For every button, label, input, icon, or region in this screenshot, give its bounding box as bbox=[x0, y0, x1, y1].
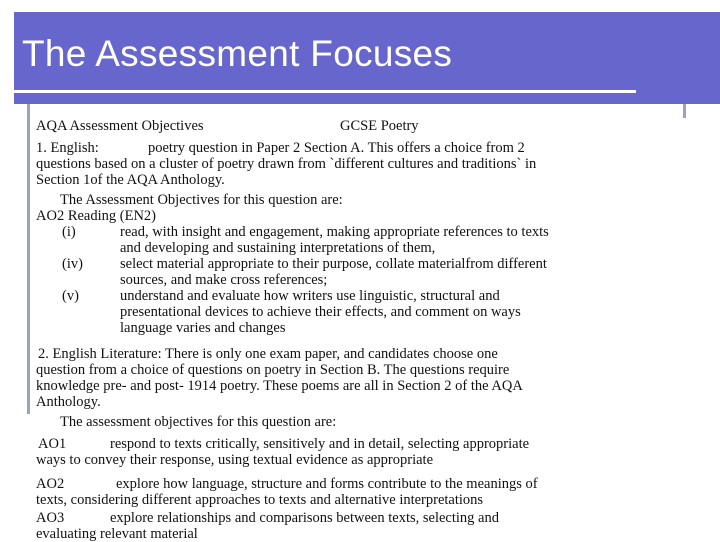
ao2-heading: AO2 Reading (EN2) bbox=[36, 208, 157, 224]
item-line: and developing and sustaining interpretations of them, bbox=[120, 240, 436, 256]
section1-text: poetry question in Paper 2 Section A. This offers a choice from 2 bbox=[148, 140, 525, 156]
item-line: presentational devices to achieve their effects, and comment on ways bbox=[120, 304, 521, 320]
section2-line4: Anthology. bbox=[36, 394, 101, 410]
objective-line: respond to texts critically, sensitively and in detail, selecting appropriate bbox=[110, 436, 530, 452]
section1-label: 1. English: bbox=[36, 140, 99, 156]
ao-intro-1: The Assessment Objectives for this question are: bbox=[60, 192, 343, 208]
item-line: understand and evaluate how writers use linguistic, structural and bbox=[120, 288, 500, 304]
item-line: select material appropriate to their purpose, collate materialfrom different bbox=[120, 256, 547, 272]
section1-line2: questions based on a cluster of poetry drawn from `different cultures and traditions` in bbox=[36, 156, 537, 172]
item-number: (iv) bbox=[62, 256, 83, 272]
section1-line3: Section 1of the AQA Anthology. bbox=[36, 172, 225, 188]
item-line: sources, and make cross references; bbox=[120, 272, 328, 288]
slide-title: The Assessment Focuses bbox=[22, 33, 453, 74]
objective-line: texts, considering different approaches to texts and alternative interpretations bbox=[36, 492, 484, 508]
objective-line: evaluating relevant material bbox=[36, 526, 198, 542]
item-line: read, with insight and engagement, making appropriate references to texts bbox=[120, 224, 549, 240]
title-underline bbox=[14, 90, 636, 93]
objective-code: AO2 bbox=[36, 476, 65, 492]
scanned-document bbox=[30, 112, 702, 542]
objective-line: explore relationships and comparisons between texts, selecting and bbox=[110, 510, 499, 526]
item-number: (v) bbox=[62, 288, 79, 304]
title-underline-accent bbox=[636, 90, 720, 93]
doc-header-right: GCSE Poetry bbox=[340, 118, 419, 134]
item-line: language varies and changes bbox=[120, 320, 286, 336]
doc-header-left: AQA Assessment Objectives bbox=[36, 118, 204, 134]
item-number: (i) bbox=[62, 224, 76, 240]
objective-line: explore how language, structure and forms contribute to the meanings of bbox=[116, 476, 538, 492]
objective-code: AO1 bbox=[38, 436, 67, 452]
objective-line: ways to convey their response, using textual evidence as appropriate bbox=[36, 452, 434, 468]
section2-line1: 2. English Literature: There is only one exam paper, and candidates choose one bbox=[38, 346, 498, 362]
section2-line2: question from a choice of questions on poetry in Section B. The questions require bbox=[36, 362, 510, 378]
objective-code: AO3 bbox=[36, 510, 65, 526]
section2-line3: knowledge pre- and post- 1914 poetry. These poems are all in Section 2 of the AQA bbox=[36, 378, 523, 394]
ao-intro-2: The assessment objectives for this question are: bbox=[60, 414, 337, 430]
